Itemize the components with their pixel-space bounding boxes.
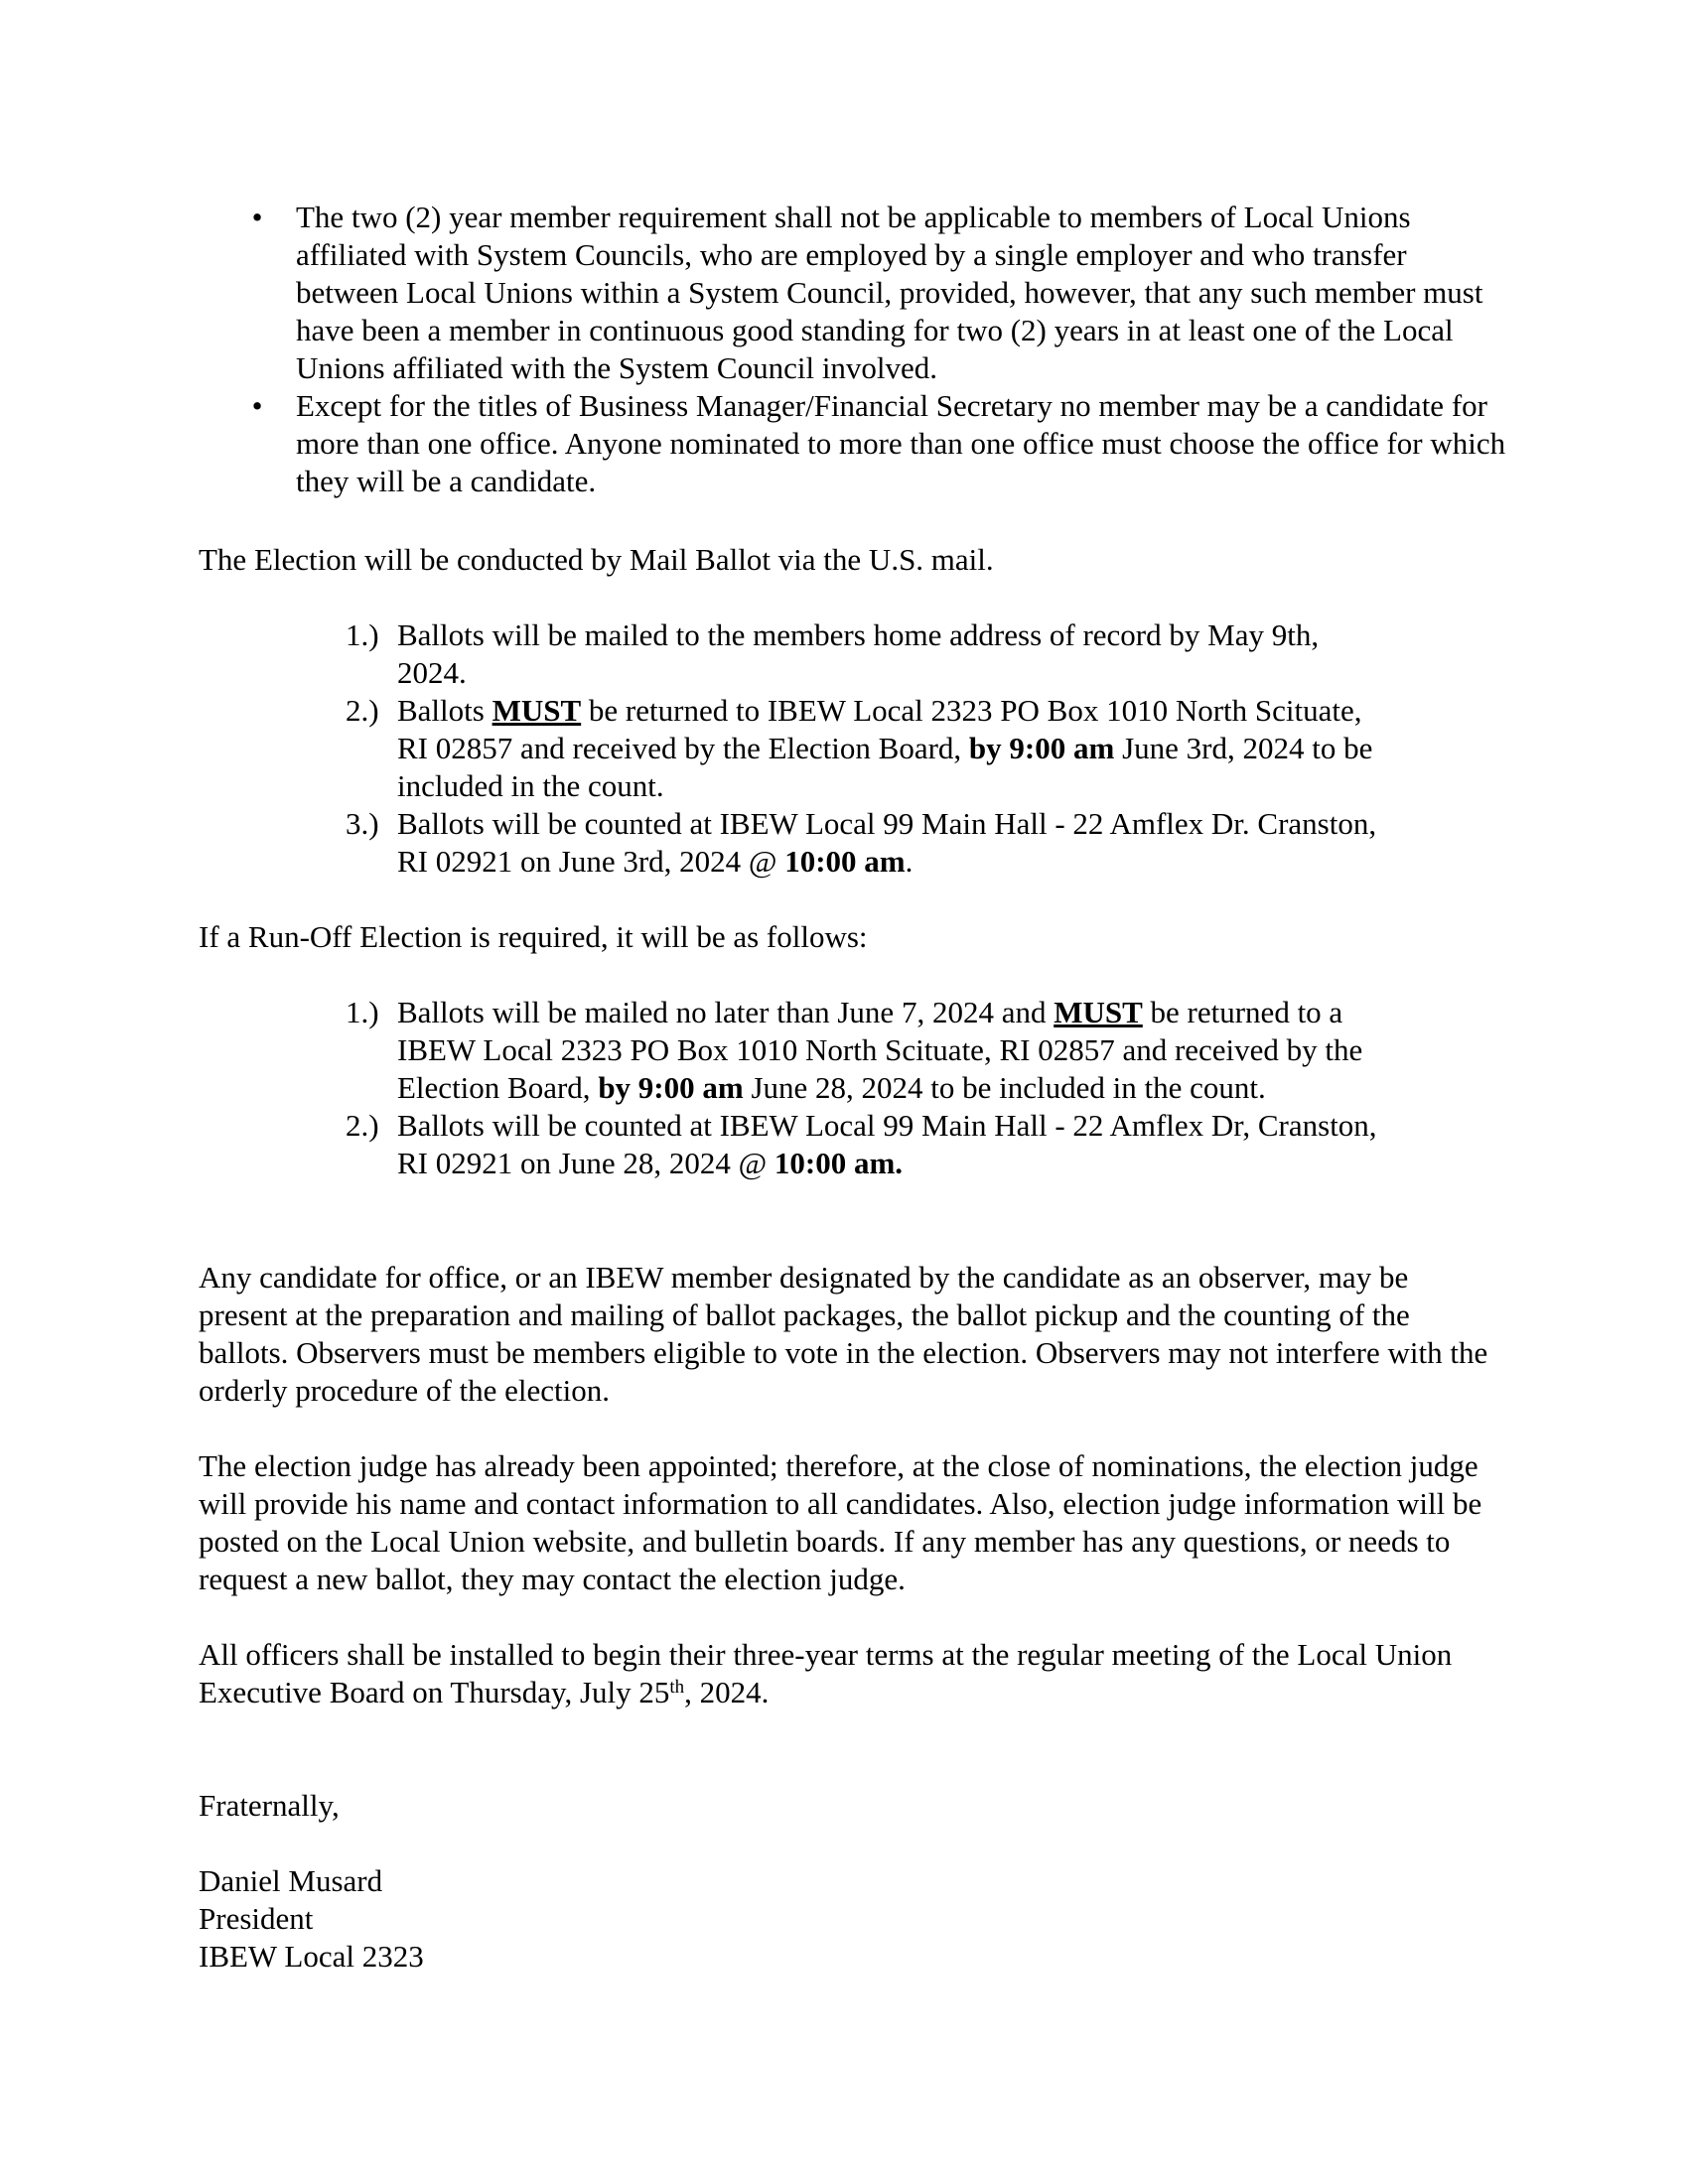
text-run: June 28, 2024 to be included in the count. (743, 1070, 1266, 1105)
election-numbered-list (346, 616, 1378, 881)
list-number: 1.) (346, 995, 379, 1029)
list-item (346, 1107, 1378, 1182)
bullet-icon: • (251, 200, 263, 234)
election-intro: The Election will be conducted by Mail Ballot via the U.S. mail. (199, 542, 994, 577)
text-run: , 2024. (684, 1675, 770, 1709)
signer-title: President (199, 1901, 314, 1936)
bullet-item (242, 387, 1513, 500)
signature-block (199, 1862, 1499, 1976)
list-item (346, 805, 1378, 881)
list-item-text (397, 693, 1372, 803)
count-time: 10:00 am (784, 844, 906, 879)
must-emphasis: MUST (1054, 995, 1143, 1029)
list-item-text (397, 806, 1376, 879)
list-item (346, 692, 1378, 805)
text-run: Ballots will be counted at IBEW Local 99 Main Hall - 22 Amflex Dr. Cranston, RI 02921 on June 3rd, 2024 @ (397, 806, 1377, 879)
bullet-item (242, 199, 1513, 387)
list-item-text: Ballots will be mailed to the members home address of record by May 9th, 2024. (397, 617, 1320, 690)
text-run: All officers shall be installed to begin their three-year terms at the regular meeting of the Local Union Executive Board on Thursday, July 25 (199, 1637, 1453, 1709)
text-run: . (905, 844, 914, 879)
signer-name: Daniel Musard (199, 1863, 383, 1898)
observers-paragraph: Any candidate for office, or an IBEW member designated by the candidate as an observer, may be present at the preparation and mailing of ballot packages, the ballot pickup and the counting of the ballots. Observers must be members eligible to vote in the election. Observers may not interfere with the orderly procedure of the election. (199, 1260, 1488, 1408)
text-run: be returned to a IBEW Local 2323 PO Box 1010 North Scituate, RI 02857 and received by the Election Board, (397, 995, 1363, 1105)
ordinal-suffix: th (669, 1677, 685, 1698)
list-item (346, 616, 1378, 692)
must-emphasis: MUST (492, 693, 582, 728)
list-item-text (397, 1108, 1377, 1180)
bullet-icon: • (251, 388, 263, 423)
runoff-intro: If a Run-Off Election is required, it will be as follows: (199, 919, 868, 954)
text-run: be returned to IBEW Local 2323 PO Box 1010 North Scituate, RI 02857 and received by the Election Board, (397, 693, 1362, 765)
list-number: 2.) (346, 1108, 379, 1143)
count-time: 10:00 am. (774, 1146, 904, 1180)
installation-paragraph (199, 1636, 1499, 1711)
text-run: Ballots (397, 693, 492, 728)
bullet-text: The two (2) year member requirement shall not be applicable to members of Local Unions affiliated with System Councils, who are employed by a single employer and who transfer between Local Unions within a System Council, provided, however, that any such member must have been a member in continuous good standing for two (2) years in at least one of the Local Unions affiliated with the System Council involved. (296, 200, 1483, 385)
runoff-numbered-list (346, 994, 1378, 1182)
bullet-text: Except for the titles of Business Manager/Financial Secretary no member may be a candidate for more than one office. Anyone nominated to more than one office must choose the office for which they will be a candidate. (296, 388, 1506, 498)
text-run: Ballots will be counted at IBEW Local 99 Main Hall - 22 Amflex Dr, Cranston, RI 02921 on June 28, 2024 @ (397, 1108, 1377, 1180)
list-number: 2.) (346, 693, 379, 728)
signer-organization: IBEW Local 2323 (199, 1939, 424, 1974)
list-item-text (397, 995, 1362, 1105)
list-item (346, 994, 1378, 1107)
closing-salutation: Fraternally, (199, 1788, 340, 1823)
list-number: 3.) (346, 806, 379, 841)
list-number: 1.) (346, 617, 379, 652)
eligibility-bullet-list (242, 199, 1513, 500)
election-judge-paragraph: The election judge has already been appointed; therefore, at the close of nominations, the election judge will provide his name and contact information to all candidates. Also, election judge information will be posted on the Local Union website, and bulletin boards. If any member has any questions, or needs to request a new ballot, they may contact the election judge. (199, 1448, 1482, 1596)
deadline-time: by 9:00 am (968, 731, 1115, 765)
text-run: June 3rd, 2024 to be included in the count. (397, 731, 1373, 803)
text-run: Ballots will be mailed no later than June 7, 2024 and (397, 995, 1055, 1029)
deadline-time: by 9:00 am (598, 1070, 744, 1105)
